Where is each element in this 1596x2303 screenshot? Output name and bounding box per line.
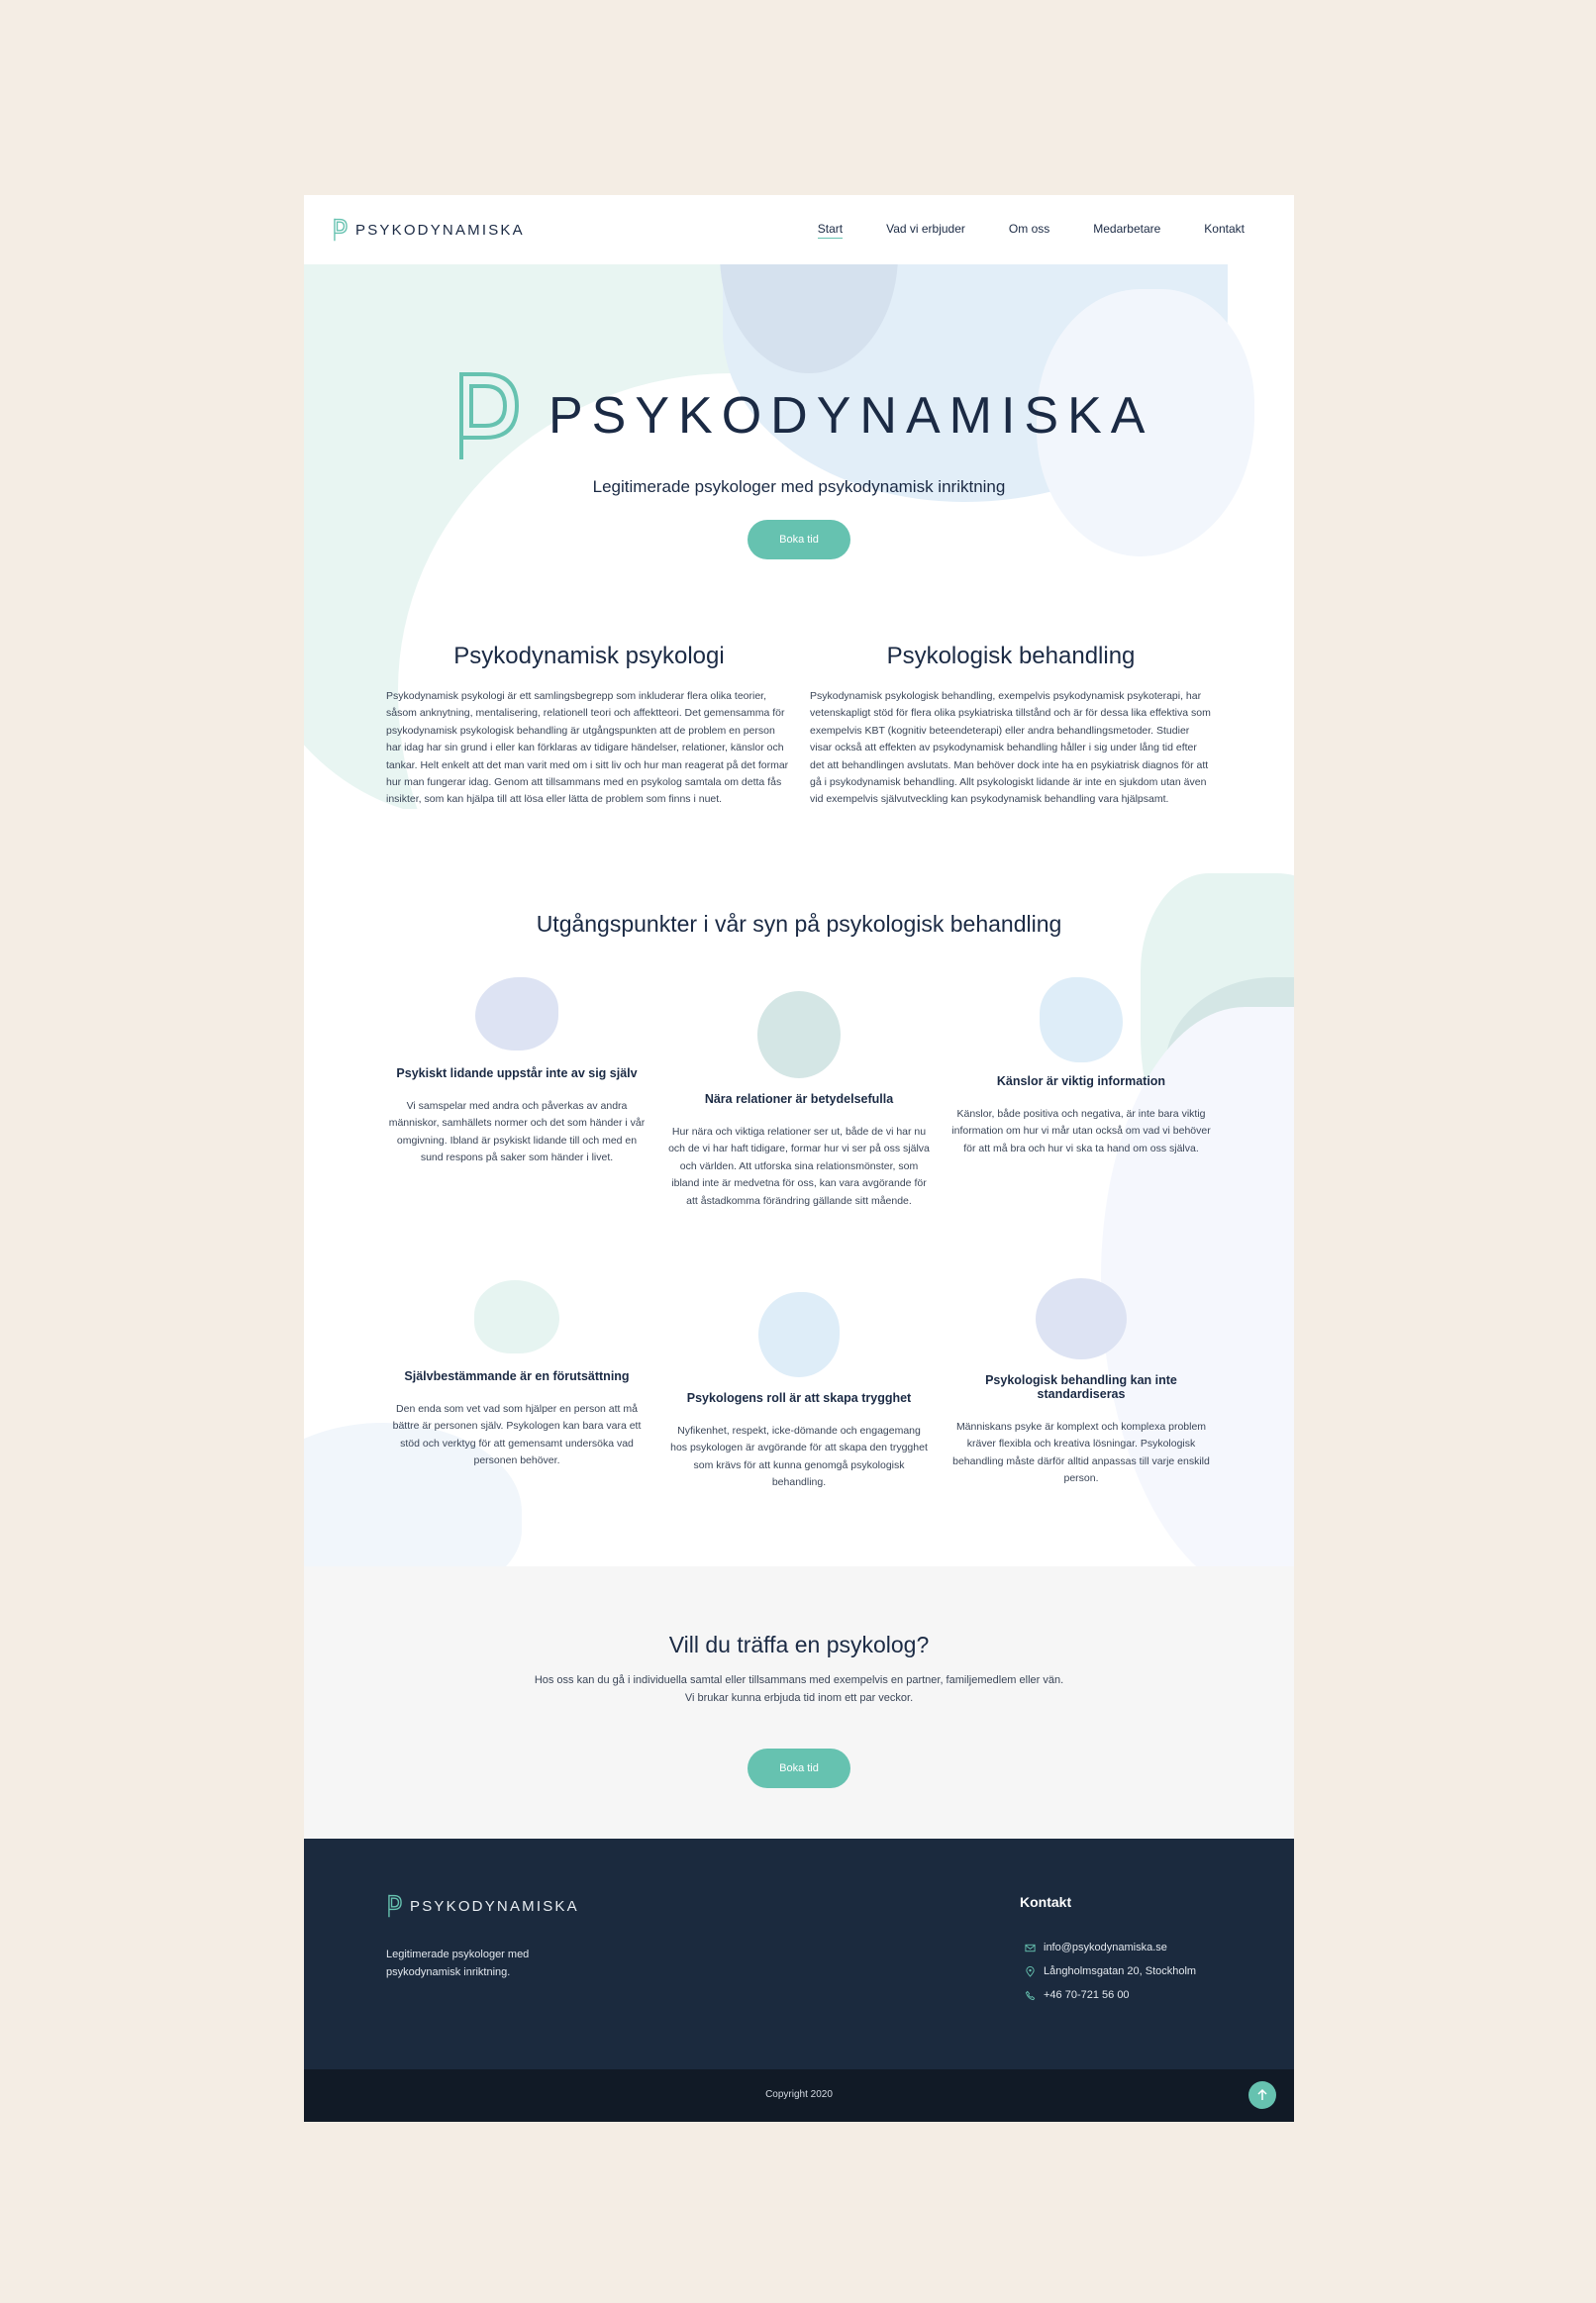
principle-text: Människans psyke är komplext och komplexa problem kräver flexibla och kreativa lösningar. Psykologisk behandling måste därför alltid anpassas till varje enskild person. xyxy=(952,1421,1210,1485)
cta-title: Vill du träffa en psykolog? xyxy=(668,1632,930,1657)
principle-card xyxy=(386,977,648,1167)
blob-icon xyxy=(475,977,558,1051)
phone-icon xyxy=(1025,1990,1036,2001)
footer-email[interactable] xyxy=(1025,1942,1167,1953)
blob-icon xyxy=(757,991,841,1078)
principle-title: Psykiskt lidande uppstår inte av sig själv xyxy=(396,1066,638,1080)
principle-card xyxy=(668,991,930,1210)
cta-text xyxy=(304,1671,1294,1707)
principle-card xyxy=(950,977,1212,1157)
hero-title: PSYKODYNAMISKA xyxy=(549,387,1154,445)
arrow-up-icon xyxy=(1248,2081,1276,2109)
main-nav xyxy=(818,222,1245,239)
blob-icon xyxy=(758,1292,840,1377)
nav-medarbetare[interactable]: Medarbetare xyxy=(1093,222,1161,236)
blob-icon xyxy=(1040,977,1123,1062)
intro-left-title: Psykodynamisk psykologi xyxy=(453,643,725,669)
footer-phone-text: +46 70-721 56 00 xyxy=(1044,1989,1130,2001)
footer-address-text: Långholmsgatan 20, Stockholm xyxy=(1044,1965,1197,1977)
page xyxy=(304,195,1294,2122)
back-to-top-button[interactable] xyxy=(1248,2081,1276,2109)
copyright-text: Copyright 2020 xyxy=(765,2089,833,2100)
principle-text: Känslor, både positiva och negativa, är inte bara viktig information om hur vi mår utan också om vad vi behöver för att må bra och hur vi ska ta hand om oss själva. xyxy=(951,1108,1211,1154)
blob-icon xyxy=(1036,1278,1127,1359)
footer-phone[interactable] xyxy=(1025,1989,1130,2001)
cta-book-button[interactable]: Boka tid xyxy=(748,1749,850,1788)
principle-text: Vi samspelar med andra och påverkas av andra människor, samhällets normer och det som händer i vår omgivning. Ibland är psykiskt lidande till och med en sund respons på saker som händer i livet. xyxy=(388,1100,646,1164)
intro-right-text: Psykodynamisk psykologisk behandling, exempelvis psykodynamisk psykoterapi, har vetenskapligt stöd för flera olika psykiatriska tillstånd och är för dessa lika effektiva som exempelvis KBT (kognitiv beteendeterapi) eller andra behandlingsmetoder. Studier visar också att effekten av psykodynamisk behandling håller i sig under lång tid efter det att behandlingen avslutats. Man behöver dock inte ha en psykiatrisk diagnos för att gå i psykodynamisk behandling. Allt psykologiskt lidande är inte en sjukdom utan även vid exempelvis självutveckling kan psykodynamisk behandling vara hjälpsamt. xyxy=(810,690,1211,806)
nav-start[interactable]: Start xyxy=(818,222,843,239)
site-footer xyxy=(304,1839,1294,2069)
logo-mark-icon xyxy=(457,368,521,463)
blob-icon xyxy=(474,1280,559,1353)
footer-logo-text: PSYKODYNAMISKA xyxy=(410,1897,579,1915)
header-logo[interactable] xyxy=(332,217,525,243)
principle-title: Känslor är viktig information xyxy=(996,1074,1166,1088)
footer-contact-title: Kontakt xyxy=(1020,1894,1072,1910)
principle-title: Psykologisk behandling kan inte standardiseras xyxy=(985,1373,1177,1401)
principle-title: Självbestämmande är en förutsättning xyxy=(404,1369,630,1383)
copyright-bar xyxy=(304,2069,1294,2122)
footer-tagline: Legitimerade psykologer med psykodynamisk inriktning. xyxy=(386,1949,530,1978)
principles-title: Utgångspunkter i vår syn på psykologisk behandling xyxy=(536,911,1062,937)
footer-address xyxy=(1025,1965,1196,1977)
nav-kontakt[interactable]: Kontakt xyxy=(1204,222,1245,236)
hero-logo xyxy=(457,368,1153,463)
hero-subtitle: Legitimerade psykologer med psykodynamisk inriktning xyxy=(592,477,1006,496)
nav-om-oss[interactable]: Om oss xyxy=(1008,222,1050,236)
cta-line-2: Vi brukar kunna erbjuda tid inom ett par veckor. xyxy=(684,1692,914,1704)
nav-vad-vi-erbjuder[interactable]: Vad vi erbjuder xyxy=(886,222,965,236)
principle-text: Nyfikenhet, respekt, icke-dömande och engagemang hos psykologen är avgörande för att skapa den trygghet som krävs för att kunna genomgå psykologisk behandling. xyxy=(670,1425,928,1489)
cta-line-1: Hos oss kan du gå i individuella samtal eller tillsammans med exempelvis en partner, familjemedlem eller vän. xyxy=(534,1674,1064,1686)
site-header xyxy=(304,195,1294,264)
hero-book-button[interactable]: Boka tid xyxy=(748,520,850,559)
logo-mark-icon xyxy=(386,1893,404,1919)
principle-title: Psykologens roll är att skapa trygghet xyxy=(686,1391,912,1405)
principle-card xyxy=(386,1280,648,1470)
mail-icon xyxy=(1025,1943,1036,1953)
principle-title: Nära relationer är betydelsefulla xyxy=(704,1092,894,1106)
header-logo-text: PSYKODYNAMISKA xyxy=(355,221,525,239)
cta-section xyxy=(304,1566,1294,1839)
footer-logo[interactable] xyxy=(386,1893,579,1919)
principle-card xyxy=(668,1292,930,1492)
principle-text: Hur nära och viktiga relationer ser ut, både de vi har nu och de vi har haft tidigare, formar hur vi ser på oss själva och världen. Att utforska sina relationsmönster, som ibland inte är medvetna för oss, kan vara avgörande för att åstadkomma förändring gällande sitt mående. xyxy=(668,1126,930,1207)
principle-card xyxy=(950,1278,1212,1488)
intro-right-title: Psykologisk behandling xyxy=(886,643,1136,669)
logo-mark-icon xyxy=(332,217,349,243)
location-pin-icon xyxy=(1025,1966,1036,1977)
principle-text: Den enda som vet vad som hjälper en person att må bättre är personen själv. Psykologen kan bara vara ett stöd och verktyg för att gemensamt undersöka vad personen behöver. xyxy=(392,1403,642,1467)
footer-email-text: info@psykodynamiska.se xyxy=(1044,1942,1167,1953)
intro-left-text: Psykodynamisk psykologi är ett samlingsbegrepp som inkluderar flera olika teorier, såsom anknytning, mentalisering, relationell teori och affektteori. Det gemensamma för psykodynamisk psykologisk behandling är utgångspunkten att de problem en person har idag har sin grund i eller kan förklaras av tidigare händelser, relationer, känslor och tankar. Helt enkelt att det man varit med om i sitt liv och hur man reagerat på det formar hur man fungerar idag. Genom att tillsammans med en psykolog samtala om detta fås insikter, som kan hjälpa till att lösa eller lätta de problem som finns i nuet. xyxy=(386,690,789,806)
